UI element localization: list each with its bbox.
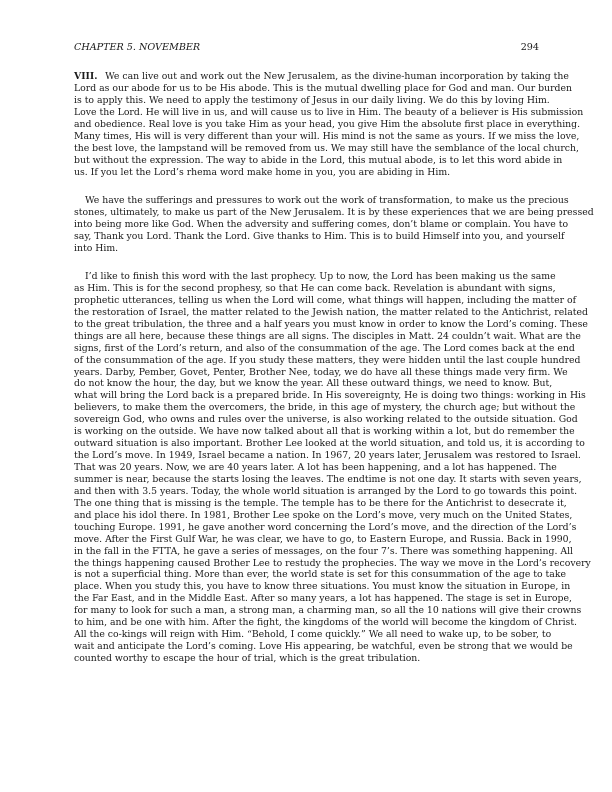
text-line: counted worthy to escape the hour of trial, which is the great tribulation.	[74, 653, 421, 664]
text-line: I’d like to finish this word with the last prophecy. Up to now, the Lord has been making us the same	[85, 271, 556, 282]
paragraph-sufferings	[74, 195, 594, 255]
text-line: All the co-kings will reign with Him. “Behold, I come quickly.” We all need to wake up, to be sober, to	[74, 629, 552, 641]
page-number: 294	[520, 42, 539, 53]
text-line: place. When you study this, you have to know three situations. You must know the situation in Europe, in	[74, 581, 571, 593]
text-line: Lord as our abode for us to be His abode. This is the mutual dwelling place for God and man. Our burden	[74, 82, 573, 94]
text-line: touching Europe. 1991, he gave another word concerning the Lord’s move, and the direction of the Lord’s	[74, 521, 577, 533]
text-line: to him, and be one with him. After the fight, the kingdoms of the world will become the kingdom of Christ.	[74, 617, 578, 629]
section-label: VIII.	[74, 71, 98, 82]
text-line: Love the Lord. He will live in us, and will cause us to live in Him. The beauty of a believer is His submission	[74, 106, 584, 118]
text-line: in the fall in the FTTA, he gave a series of messages, on the four 7’s. There was something happening. All	[74, 545, 574, 557]
text-line: the restoration of Israel, the matter related to the Jewish nation, the matter related to the Antichrist, related	[74, 306, 588, 318]
text-line: and obedience. Real love is you take Him as your head, you give Him the absolute first place in everything.	[74, 118, 581, 130]
paragraph-viii	[74, 71, 584, 178]
text-line: is working on the outside. We have now talked about all that is working within a lot, but do remember the	[74, 426, 575, 438]
text-line: as Him. This is for the second prophesy, so that He can come back. Revelation is abundant with signs,	[74, 282, 556, 294]
text-line: prophetic utterances, telling us when the Lord will come, what things will happen, including the matter of	[74, 294, 577, 306]
text-line: move. After the First Gulf War, he was clear, we have to go, to Eastern Europe, and Russia. Back in 1990,	[74, 533, 572, 545]
text-line: wait and anticipate the Lord’s coming. Love His appearing, be watchful, even be strong that we would be	[74, 641, 573, 653]
text-line: do not know the hour, the day, but we know the year. All these outward things, we need to know. But,	[74, 378, 553, 390]
text-line: what will bring the Lord back is a prepared bride. In His sovereignty, He is doing two things: working in His	[74, 390, 586, 402]
text-line: That was 20 years. Now, we are 40 years later. A lot has been happening, and a lot has happened. The	[74, 462, 557, 473]
text-line: We have the sufferings and pressures to work out the work of transformation, to make us the precious	[85, 195, 569, 206]
text-line: is to apply this. We need to apply the testimony of Jesus in our daily living. We do this by loving Him.	[74, 94, 550, 106]
text-line: the things happening caused Brother Lee to restudy the prophecies. The way we move in the Lord’s recovery	[74, 557, 591, 569]
text-line: into Him.	[74, 242, 119, 254]
text-line: us. If you let the Lord’s rhema word make home in you, you are abiding in Him.	[74, 166, 451, 178]
paragraph-last-prophecy	[74, 271, 591, 665]
text-line: sovereign God, who owns and rules over the universe, is also working related to the outside situation. God	[74, 414, 578, 426]
text-line: the Lord’s move. In 1949, Israel became a nation. In 1967, 20 years later, Jerusalem was restored to Israel.	[74, 450, 581, 462]
text-line: but without the expression. The way to abide in the Lord, this mutual abode, is to let this word abide in	[74, 154, 563, 166]
text-line: of the consummation of the age. If you study these matters, they were hidden until the last couple hundred	[74, 354, 581, 366]
text-line: signs, first of the Lord’s return, and also of the consummation of the age. The Lord comes back at the end	[74, 342, 575, 354]
text-line: stones, ultimately, to make us part of the New Jerusalem. It is by these experiences that we are being pressed	[74, 206, 594, 218]
text-line: years. Darby, Pember, Govet, Penter, Brother Nee, today, we do have all these things made very firm. We	[74, 366, 568, 378]
text-line: into being more like God. When the adversity and suffering comes, don’t blame or complain. You have to	[74, 218, 569, 230]
text-line: the Far East, and in the Middle East. After so many years, a lot has happened. The stage is set in Europe,	[74, 593, 572, 605]
text-line: believers, to make them the overcomers, the bride, in this age of mystery, the church age; but without the	[74, 402, 576, 414]
text-line: The one thing that is missing is the temple. The temple has to be there for the Antichrist to desecrate it,	[74, 497, 567, 509]
text-line: is not a superficial thing. More than ever, the world state is set for this consummation of the age to take	[74, 569, 566, 581]
text-line: outward situation is also important. Brother Lee looked at the world situation, and told us, it is according to	[74, 438, 585, 450]
text-line: Many times, His will is very different than your will. His mind is not the same as yours. If we miss the love,	[74, 130, 580, 142]
text-line: things are all here, because these things are all signs. The disciples in Matt. 24 couldn’t wait. What are the	[74, 330, 581, 342]
text-line: VIII. We can live out and work out the New Jerusalem, as the divine-human incorporation by taking the	[74, 71, 569, 82]
text-line: to the great tribulation, the three and a half years you must know in order to know the Lord’s coming. These	[74, 318, 588, 330]
text-line: the best love, the lampstand will be removed from us. We may still have the semblance of the local church,	[74, 142, 579, 154]
text-line: for many to look for such a man, a strong man, a charming man, so all the 10 nations will give their crowns	[74, 605, 582, 617]
text-line: summer is near, because the starts losing the leaves. The endtime is not one day. It starts with seven years,	[74, 473, 582, 485]
chapter-title: CHAPTER 5. NOVEMBER	[74, 42, 201, 53]
text-line: say, Thank you Lord. Thank the Lord. Give thanks to Him. This is to build Himself into you, and yourself	[74, 230, 565, 242]
text-line: and place his idol there. In 1981, Brother Lee spoke on the Lord’s move, very much on the United States,	[74, 509, 573, 521]
text-line: and then with 3.5 years. Today, the whole world situation is arranged by the Lord to go towards this point.	[74, 485, 578, 497]
running-header	[74, 42, 539, 53]
